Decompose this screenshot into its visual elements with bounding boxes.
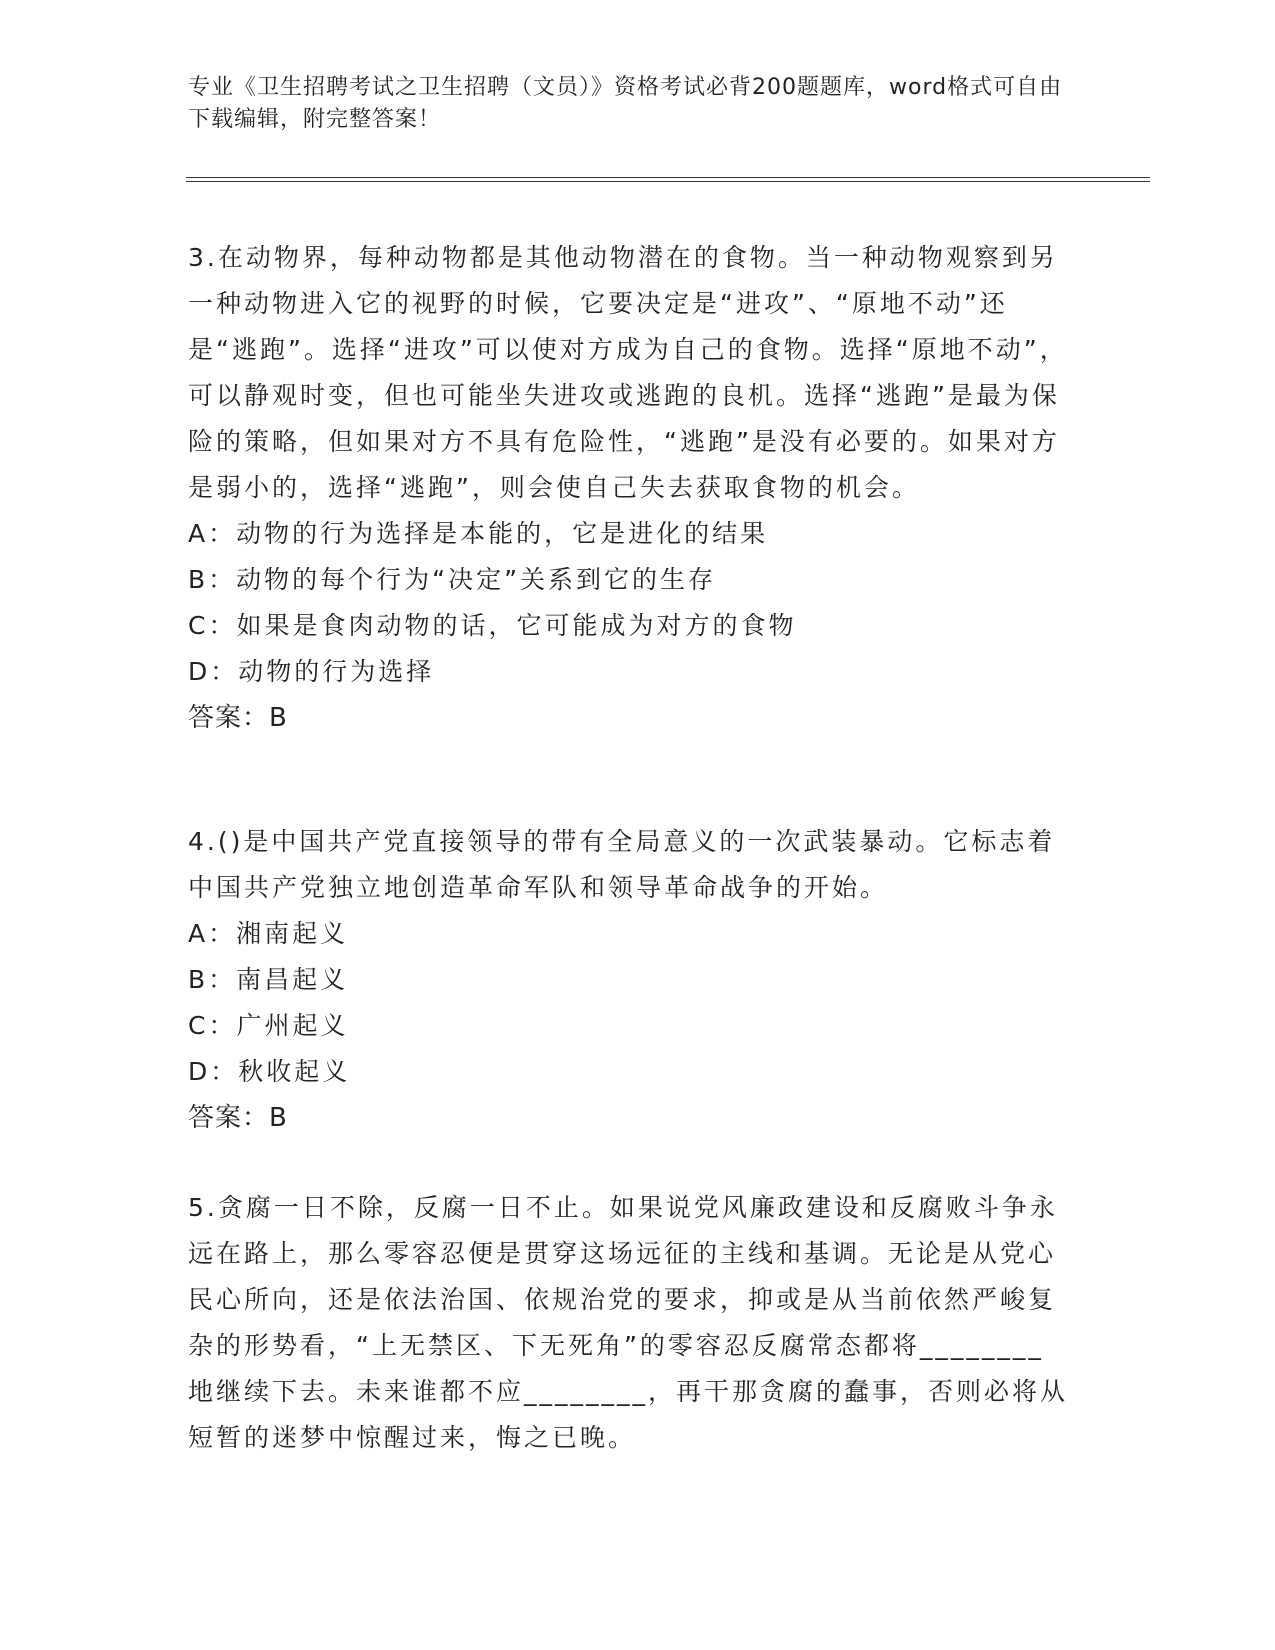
- option-a: A：湘南起义: [188, 919, 349, 948]
- answer: 答案：B: [188, 1103, 288, 1133]
- question-5: [188, 1185, 1068, 1461]
- option-b: B：动物的每个行为“决定”关系到它的生存: [188, 565, 717, 594]
- header-divider-top: [186, 177, 1150, 178]
- answer: 答案：B: [188, 703, 288, 733]
- option-b: B：南昌起义: [188, 965, 349, 994]
- question-4: [188, 819, 1068, 1141]
- option-d: D：秋收起义: [188, 1057, 351, 1086]
- question-stem: 4.()是中国共产党直接领导的带有全局意义的一次武装暴动。它标志着中国共产党独立地创造革命军队和领导革命战争的开始。: [188, 827, 1056, 902]
- question-3: [188, 235, 1068, 741]
- option-c: C：如果是食肉动物的话，它可能成为对方的食物: [188, 611, 797, 640]
- question-stem: 3.在动物界，每种动物都是其他动物潜在的食物。当一种动物观察到另一种动物进入它的视野的时候，它要决定是“进攻”、“原地不动”还是“逃跑”。选择“进攻”可以使对方成为自己的食物。选择“原地不动”，可以静观时变，但也可能坐失进攻或逃跑的良机。选择“逃跑”是最为保险的策略，但如果对方不具有危险性，“逃跑”是没有必要的。如果对方是弱小的，选择“逃跑”，则会使自己失去获取食物的机会。: [188, 243, 1068, 502]
- option-c: C：广州起义: [188, 1011, 349, 1040]
- option-d: D：动物的行为选择: [188, 657, 435, 686]
- header-divider-bottom: [186, 181, 1150, 182]
- option-a: A：动物的行为选择是本能的，它是进化的结果: [188, 519, 769, 548]
- document-header: 专业《卫生招聘考试之卫生招聘（文员）》资格考试必背200题题库，word格式可自由下载编辑，附完整答案！: [188, 75, 1063, 132]
- question-stem: 5.贪腐一日不除，反腐一日不止。如果说党风廉政建设和反腐败斗争永远在路上，那么零容忍便是贯穿这场远征的主线和基调。无论是从党心民心所向，还是依法治国、依规治党的要求，抑或是从当前依然严峻复杂的形势看，“上无禁区、下无死角”的零容忍反腐常态都将________地继续下去。未来谁都不应________，再干那贪腐的蠢事，否则必将从短暂的迷梦中惊醒过来，悔之已晚。: [188, 1193, 1069, 1452]
